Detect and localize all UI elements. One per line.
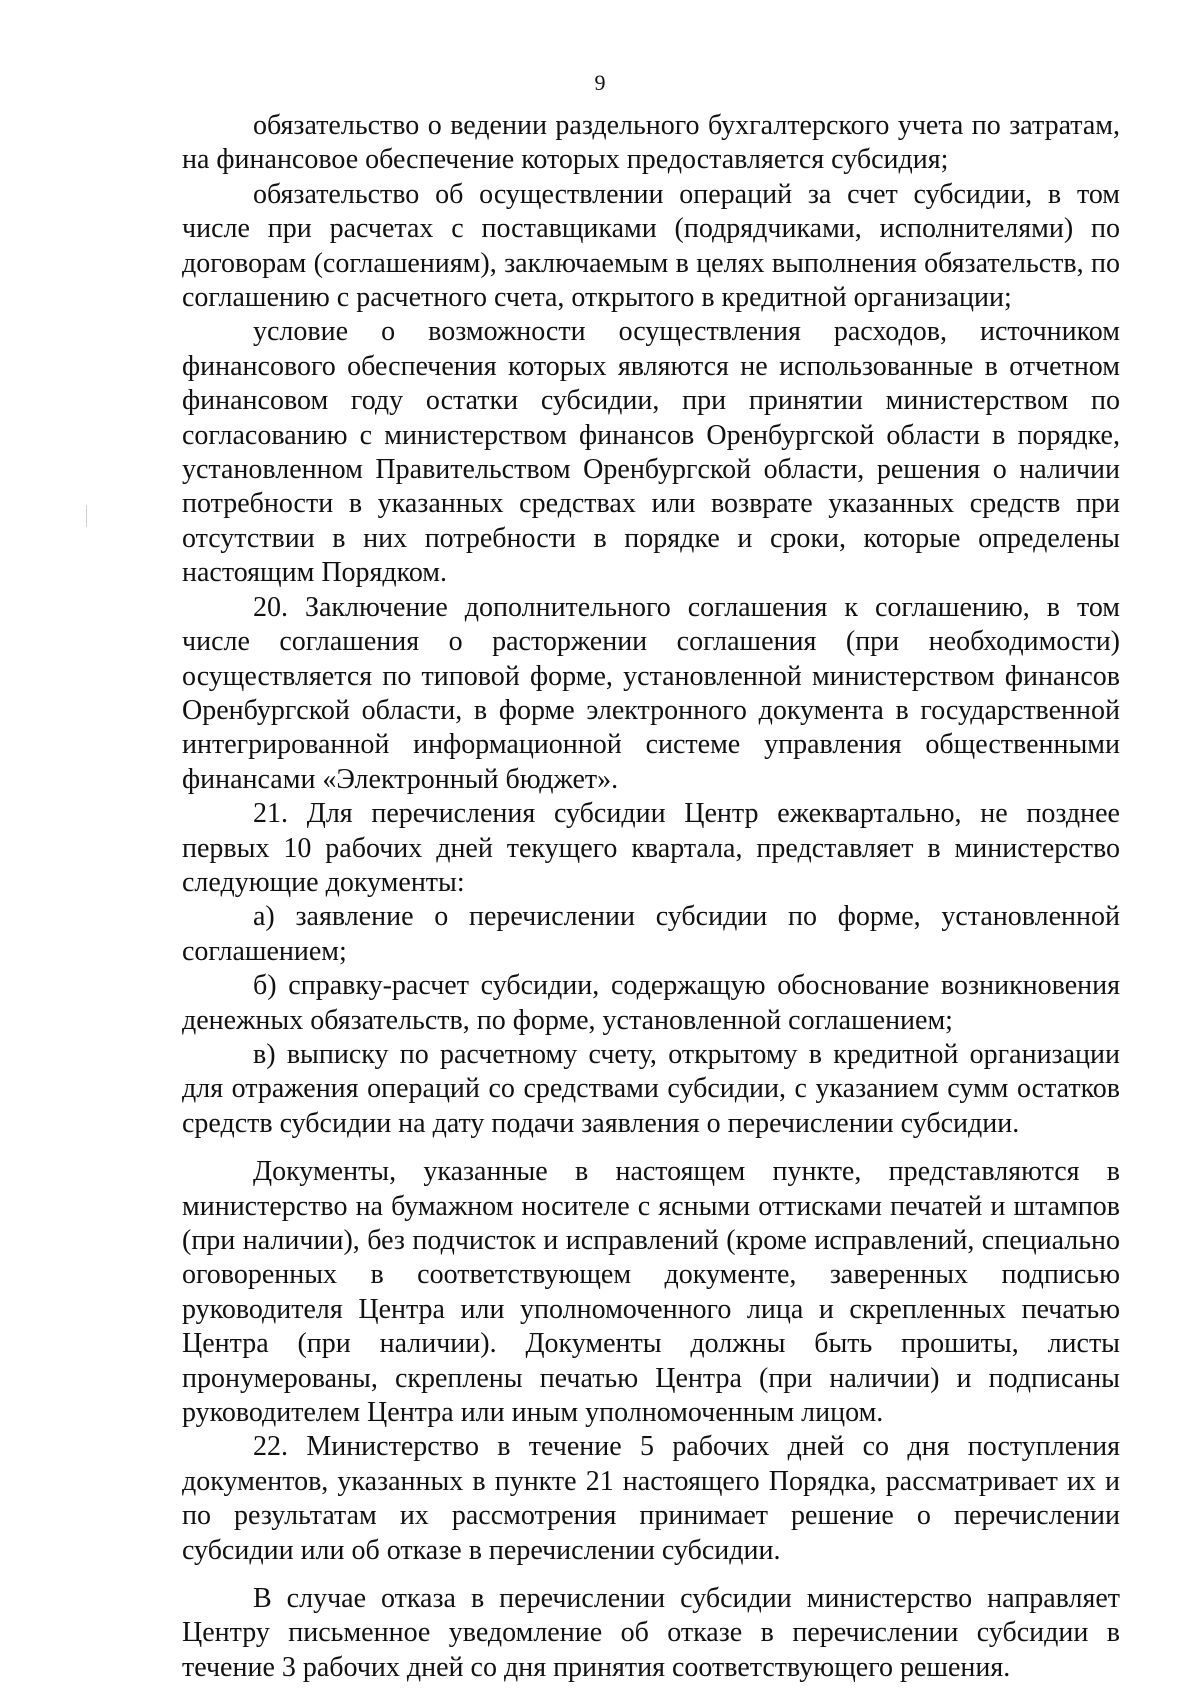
paragraph-unused-balances: условие о возможности осуществления расходов, источником финансового обеспечения которых являются не использованные в отчетном финансовом году остатки субсидии, при принятии министерством по согласованию с министерством финансов Оренбургской области в порядке, установленном Правительством Оренбургской области, решения о наличии потребности в указанных средствах или возврате указанных средств при отсутствии в них потребности в порядке и сроки, которые определены настоящим Порядком.: [182, 316, 1120, 589]
page-number: 9: [594, 70, 606, 95]
paragraph-operations-obligation: обязательство об осуществлении операций за счет субсидии, в том числе при расчетах с поставщиками (подрядчиками, исполнителями) по договорам (соглашениям), заключаемым в целях выполнения обязательств, по соглашению с расчетного счета, открытого в кредитной организации;: [182, 178, 1120, 314]
paragraph-item-20: 20. Заключение дополнительного соглашения к соглашению, в том числе соглашения о расторжении соглашения (при необходимости) осуществляется по типовой форме, установленной министерством финансов Оренбургской области, в форме электронного документа в государственной интегрированной информационной системе управления общественными финансами «Электронный бюджет».: [182, 591, 1120, 795]
paragraph-item-21c: в) выписку по расчетному счету, открытому в кредитной организации для отражения операций со средствами субсидии, с указанием сумм остатков средств субсидии на дату подачи заявления о перечислении субсидии.: [182, 1038, 1120, 1139]
paragraph-item-21a: а) заявление о перечислении субсидии по форме, установленной соглашением;: [182, 901, 1120, 967]
paragraph-refusal-notice: В случае отказа в перечислении субсидии министерство направляет Центру письменное уведомление об отказе в перечислении субсидии в течение 3 рабочих дней со дня принятия соответствующего решения.: [182, 1583, 1120, 1683]
paragraph-item-22: 22. Министерство в течение 5 рабочих дней со дня поступления документов, указанных в пункте 21 настоящего Порядка, рассматривает их и по результатам их рассмотрения принимает решение о перечислении субсидии или об отказе в перечислении субсидии.: [182, 1431, 1120, 1566]
paragraph-item-21: 21. Для перечисления субсидии Центр ежеквартально, не позднее первых 10 рабочих дней текущего квартала, представляет в министерство следующие документы:: [182, 798, 1120, 898]
document-body: [182, 109, 1120, 1685]
scan-edge-mark: [86, 505, 87, 527]
paragraph-item-21b: б) справку-расчет субсидии, содержащую обоснование возникновения денежных обязательств, по форме, установленной соглашением;: [182, 970, 1120, 1036]
paragraph-documents-requirements: Документы, указанные в настоящем пункте, представляются в министерство на бумажном носителе с ясными оттисками печатей и штампов (при наличии), без подчисток и исправлений (кроме исправлений, специально оговоренных в соответствующем документе, заверенных подписью руководителя Центра или уполномоченного лица и скрепленных печатью Центра (при наличии). Документы должны быть прошиты, листы пронумерованы, скреплены печатью Центра (при наличии) и подписаны руководителем Центра или иным уполномоченным лицом.: [182, 1156, 1120, 1429]
paragraph-separate-accounting: обязательство о ведении раздельного бухгалтерского учета по затратам, на финансовое обеспечение которых предоставляется субсидия;: [182, 110, 1120, 176]
